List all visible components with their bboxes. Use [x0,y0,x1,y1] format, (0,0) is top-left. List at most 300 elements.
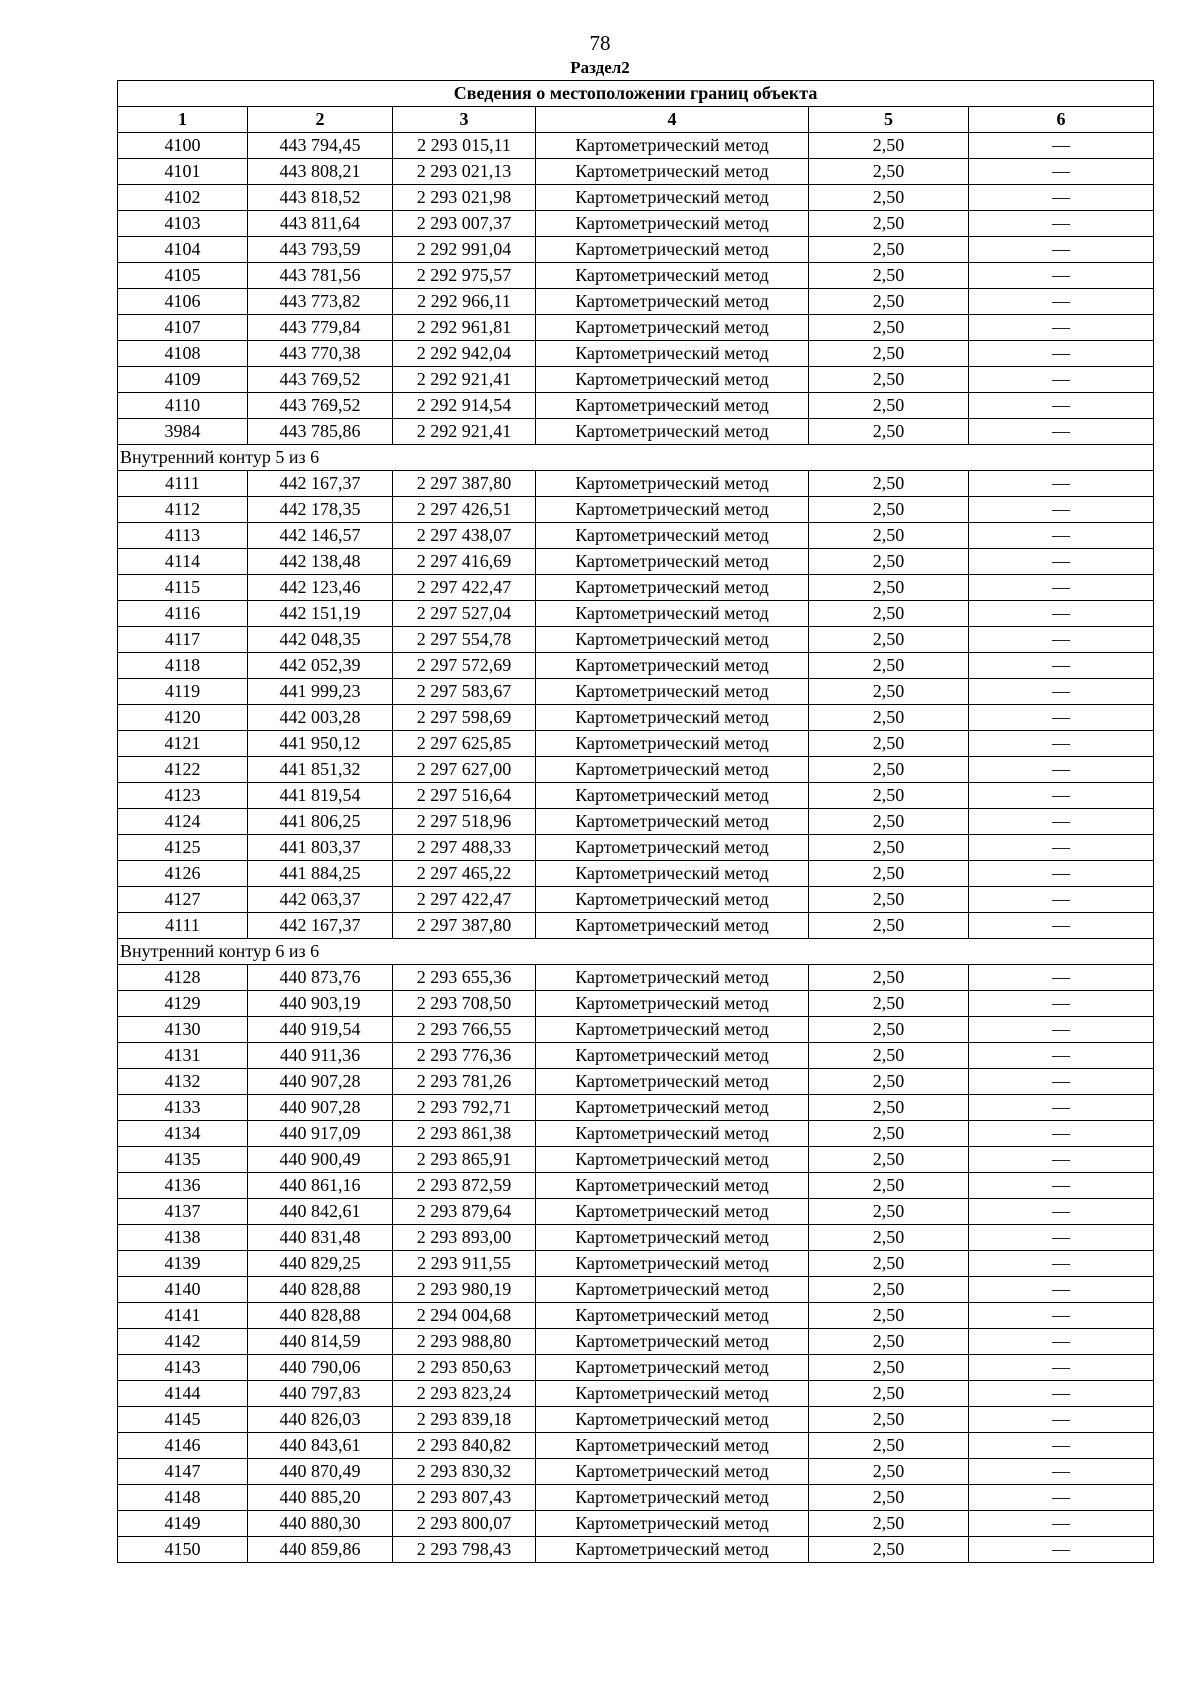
x-coordinate-cell: 440 842,61 [248,1199,393,1225]
method-cell: Картометрический метод [536,1095,809,1121]
point-number-cell: 4121 [118,731,248,757]
contour-label: Внутренний контур 5 из 6 [118,445,1154,471]
x-coordinate-cell: 443 811,64 [248,211,393,237]
x-coordinate-cell: 443 770,38 [248,341,393,367]
point-number-cell: 4128 [118,965,248,991]
method-cell: Картометрический метод [536,1355,809,1381]
y-coordinate-cell: 2 297 416,69 [393,549,536,575]
page-number: 78 [589,31,611,55]
y-coordinate-cell: 2 297 422,47 [393,887,536,913]
accuracy-cell: 2,50 [809,367,969,393]
y-coordinate-cell: 2 293 839,18 [393,1407,536,1433]
table-row [118,1225,1154,1251]
description-cell: — [969,1459,1154,1485]
y-coordinate-cell: 2 293 798,43 [393,1537,536,1563]
y-coordinate-cell: 2 293 800,07 [393,1511,536,1537]
table-row [118,523,1154,549]
description-cell: — [969,1147,1154,1173]
description-cell: — [969,1381,1154,1407]
table-caption-row [118,81,1154,107]
section-title: Раздел2 [570,58,630,77]
method-cell: Картометрический метод [536,575,809,601]
method-cell: Картометрический метод [536,783,809,809]
table-row [118,549,1154,575]
table-row [118,419,1154,445]
method-cell: Картометрический метод [536,1537,809,1563]
description-cell: — [969,1511,1154,1537]
accuracy-cell: 2,50 [809,549,969,575]
y-coordinate-cell: 2 293 823,24 [393,1381,536,1407]
x-coordinate-cell: 441 999,23 [248,679,393,705]
column-header: 6 [969,107,1154,133]
x-coordinate-cell: 442 123,46 [248,575,393,601]
y-coordinate-cell: 2 293 988,80 [393,1329,536,1355]
description-cell: — [969,289,1154,315]
method-cell: Картометрический метод [536,289,809,315]
method-cell: Картометрический метод [536,1147,809,1173]
table-row [118,1199,1154,1225]
point-number-cell: 4137 [118,1199,248,1225]
description-cell: — [969,367,1154,393]
y-coordinate-cell: 2 293 830,32 [393,1459,536,1485]
table-row [118,211,1154,237]
table-row [118,133,1154,159]
description-cell: — [969,1251,1154,1277]
x-coordinate-cell: 440 880,30 [248,1511,393,1537]
point-number-cell: 4124 [118,809,248,835]
x-coordinate-cell: 442 151,19 [248,601,393,627]
point-number-cell: 4132 [118,1069,248,1095]
description-cell: — [969,1017,1154,1043]
point-number-cell: 4130 [118,1017,248,1043]
y-coordinate-cell: 2 293 865,91 [393,1147,536,1173]
description-cell: — [969,133,1154,159]
y-coordinate-cell: 2 297 438,07 [393,523,536,549]
point-number-cell: 4103 [118,211,248,237]
x-coordinate-cell: 440 826,03 [248,1407,393,1433]
x-coordinate-cell: 440 911,36 [248,1043,393,1069]
x-coordinate-cell: 442 167,37 [248,471,393,497]
description-cell: — [969,1277,1154,1303]
method-cell: Картометрический метод [536,133,809,159]
accuracy-cell: 2,50 [809,653,969,679]
description-cell: — [969,1407,1154,1433]
point-number-cell: 4136 [118,1173,248,1199]
point-number-cell: 4111 [118,913,248,939]
description-cell: — [969,835,1154,861]
method-cell: Картометрический метод [536,809,809,835]
table-row [118,1459,1154,1485]
point-number-cell: 4125 [118,835,248,861]
method-cell: Картометрический метод [536,627,809,653]
method-cell: Картометрический метод [536,1017,809,1043]
accuracy-cell: 2,50 [809,731,969,757]
y-coordinate-cell: 2 293 781,26 [393,1069,536,1095]
description-cell: — [969,497,1154,523]
y-coordinate-cell: 2 293 708,50 [393,991,536,1017]
point-number-cell: 4146 [118,1433,248,1459]
point-number-cell: 4127 [118,887,248,913]
column-header: 2 [248,107,393,133]
accuracy-cell: 2,50 [809,341,969,367]
x-coordinate-cell: 440 790,06 [248,1355,393,1381]
point-number-cell: 4147 [118,1459,248,1485]
x-coordinate-cell: 442 052,39 [248,653,393,679]
table-row [118,471,1154,497]
description-cell: — [969,159,1154,185]
table-row [118,783,1154,809]
point-number-cell: 4101 [118,159,248,185]
table-row [118,237,1154,263]
table-row [118,393,1154,419]
method-cell: Картометрический метод [536,471,809,497]
point-number-cell: 3984 [118,419,248,445]
method-cell: Картометрический метод [536,861,809,887]
table-row [118,263,1154,289]
x-coordinate-cell: 442 048,35 [248,627,393,653]
accuracy-cell: 2,50 [809,1433,969,1459]
description-cell: — [969,575,1154,601]
y-coordinate-cell: 2 293 879,64 [393,1199,536,1225]
y-coordinate-cell: 2 293 021,98 [393,185,536,211]
accuracy-cell: 2,50 [809,1277,969,1303]
description-cell: — [969,1433,1154,1459]
method-cell: Картометрический метод [536,1459,809,1485]
y-coordinate-cell: 2 292 921,41 [393,419,536,445]
accuracy-cell: 2,50 [809,1459,969,1485]
table-row [118,1303,1154,1329]
x-coordinate-cell: 441 819,54 [248,783,393,809]
accuracy-cell: 2,50 [809,705,969,731]
point-number-cell: 4140 [118,1277,248,1303]
y-coordinate-cell: 2 293 861,38 [393,1121,536,1147]
point-number-cell: 4109 [118,367,248,393]
method-cell: Картометрический метод [536,835,809,861]
method-cell: Картометрический метод [536,367,809,393]
x-coordinate-cell: 440 828,88 [248,1277,393,1303]
accuracy-cell: 2,50 [809,1121,969,1147]
x-coordinate-cell: 443 773,82 [248,289,393,315]
column-header-row [118,107,1154,133]
x-coordinate-cell: 440 903,19 [248,991,393,1017]
y-coordinate-cell: 2 293 015,11 [393,133,536,159]
accuracy-cell: 2,50 [809,1199,969,1225]
x-coordinate-cell: 443 808,21 [248,159,393,185]
accuracy-cell: 2,50 [809,913,969,939]
x-coordinate-cell: 442 146,57 [248,523,393,549]
accuracy-cell: 2,50 [809,1017,969,1043]
method-cell: Картометрический метод [536,159,809,185]
table-row [118,887,1154,913]
x-coordinate-cell: 440 870,49 [248,1459,393,1485]
accuracy-cell: 2,50 [809,1407,969,1433]
description-cell: — [969,315,1154,341]
column-header: 4 [536,107,809,133]
method-cell: Картометрический метод [536,523,809,549]
description-cell: — [969,1069,1154,1095]
table-body [118,133,1154,1563]
accuracy-cell: 2,50 [809,783,969,809]
y-coordinate-cell: 2 293 792,71 [393,1095,536,1121]
method-cell: Картометрический метод [536,1407,809,1433]
x-coordinate-cell: 443 794,45 [248,133,393,159]
y-coordinate-cell: 2 297 387,80 [393,913,536,939]
y-coordinate-cell: 2 297 488,33 [393,835,536,861]
x-coordinate-cell: 440 907,28 [248,1095,393,1121]
table-row [118,861,1154,887]
accuracy-cell: 2,50 [809,1095,969,1121]
column-header: 3 [393,107,536,133]
x-coordinate-cell: 443 769,52 [248,367,393,393]
description-cell: — [969,263,1154,289]
accuracy-cell: 2,50 [809,965,969,991]
method-cell: Картометрический метод [536,341,809,367]
table-row [118,1537,1154,1563]
y-coordinate-cell: 2 292 914,54 [393,393,536,419]
accuracy-cell: 2,50 [809,1537,969,1563]
point-number-cell: 4105 [118,263,248,289]
description-cell: — [969,731,1154,757]
method-cell: Картометрический метод [536,1381,809,1407]
x-coordinate-cell: 442 003,28 [248,705,393,731]
point-number-cell: 4143 [118,1355,248,1381]
accuracy-cell: 2,50 [809,159,969,185]
y-coordinate-cell: 2 297 516,64 [393,783,536,809]
accuracy-cell: 2,50 [809,679,969,705]
method-cell: Картометрический метод [536,1225,809,1251]
point-number-cell: 4108 [118,341,248,367]
method-cell: Картометрический метод [536,991,809,1017]
table-row [118,913,1154,939]
accuracy-cell: 2,50 [809,575,969,601]
y-coordinate-cell: 2 292 975,57 [393,263,536,289]
accuracy-cell: 2,50 [809,1251,969,1277]
table-row [118,159,1154,185]
method-cell: Картометрический метод [536,1069,809,1095]
point-number-cell: 4116 [118,601,248,627]
method-cell: Картометрический метод [536,679,809,705]
point-number-cell: 4145 [118,1407,248,1433]
accuracy-cell: 2,50 [809,237,969,263]
x-coordinate-cell: 440 900,49 [248,1147,393,1173]
point-number-cell: 4104 [118,237,248,263]
x-coordinate-cell: 442 167,37 [248,913,393,939]
y-coordinate-cell: 2 297 465,22 [393,861,536,887]
point-number-cell: 4110 [118,393,248,419]
accuracy-cell: 2,50 [809,497,969,523]
point-number-cell: 4135 [118,1147,248,1173]
table-row [118,1069,1154,1095]
description-cell: — [969,185,1154,211]
table-row [118,731,1154,757]
method-cell: Картометрический метод [536,419,809,445]
description-cell: — [969,1303,1154,1329]
accuracy-cell: 2,50 [809,289,969,315]
accuracy-cell: 2,50 [809,419,969,445]
accuracy-cell: 2,50 [809,471,969,497]
point-number-cell: 4133 [118,1095,248,1121]
description-cell: — [969,1173,1154,1199]
method-cell: Картометрический метод [536,1329,809,1355]
table-row [118,991,1154,1017]
method-cell: Картометрический метод [536,549,809,575]
y-coordinate-cell: 2 297 583,67 [393,679,536,705]
table-row [118,289,1154,315]
accuracy-cell: 2,50 [809,861,969,887]
description-cell: — [969,601,1154,627]
point-number-cell: 4134 [118,1121,248,1147]
table-row [118,705,1154,731]
x-coordinate-cell: 442 178,35 [248,497,393,523]
description-cell: — [969,1355,1154,1381]
accuracy-cell: 2,50 [809,1173,969,1199]
method-cell: Картометрический метод [536,1043,809,1069]
method-cell: Картометрический метод [536,965,809,991]
description-cell: — [969,861,1154,887]
point-number-cell: 4114 [118,549,248,575]
y-coordinate-cell: 2 297 598,69 [393,705,536,731]
y-coordinate-cell: 2 297 627,00 [393,757,536,783]
point-number-cell: 4113 [118,523,248,549]
point-number-cell: 4149 [118,1511,248,1537]
table-row [118,627,1154,653]
x-coordinate-cell: 440 829,25 [248,1251,393,1277]
point-number-cell: 4120 [118,705,248,731]
table-row [118,1407,1154,1433]
column-header: 5 [809,107,969,133]
table-row [118,757,1154,783]
x-coordinate-cell: 442 063,37 [248,887,393,913]
method-cell: Картометрический метод [536,913,809,939]
point-number-cell: 4144 [118,1381,248,1407]
y-coordinate-cell: 2 293 007,37 [393,211,536,237]
method-cell: Картометрический метод [536,1511,809,1537]
x-coordinate-cell: 440 885,20 [248,1485,393,1511]
table-row [118,497,1154,523]
accuracy-cell: 2,50 [809,133,969,159]
table-caption: Сведения о местоположении границ объекта [118,81,1154,107]
accuracy-cell: 2,50 [809,601,969,627]
method-cell: Картометрический метод [536,1485,809,1511]
accuracy-cell: 2,50 [809,757,969,783]
description-cell: — [969,809,1154,835]
x-coordinate-cell: 441 950,12 [248,731,393,757]
y-coordinate-cell: 2 292 961,81 [393,315,536,341]
accuracy-cell: 2,50 [809,887,969,913]
point-number-cell: 4117 [118,627,248,653]
y-coordinate-cell: 2 293 776,36 [393,1043,536,1069]
boundary-coordinates-table [117,80,1154,1563]
x-coordinate-cell: 440 861,16 [248,1173,393,1199]
description-cell: — [969,627,1154,653]
method-cell: Картометрический метод [536,601,809,627]
x-coordinate-cell: 443 779,84 [248,315,393,341]
x-coordinate-cell: 440 859,86 [248,1537,393,1563]
method-cell: Картометрический метод [536,731,809,757]
method-cell: Картометрический метод [536,1277,809,1303]
y-coordinate-cell: 2 293 021,13 [393,159,536,185]
point-number-cell: 4107 [118,315,248,341]
table-row [118,575,1154,601]
accuracy-cell: 2,50 [809,185,969,211]
method-cell: Картометрический метод [536,185,809,211]
method-cell: Картометрический метод [536,1121,809,1147]
point-number-cell: 4119 [118,679,248,705]
description-cell: — [969,237,1154,263]
description-cell: — [969,1095,1154,1121]
table-row [118,367,1154,393]
description-cell: — [969,887,1154,913]
table-row [118,1017,1154,1043]
method-cell: Картометрический метод [536,1199,809,1225]
description-cell: — [969,1537,1154,1563]
x-coordinate-cell: 440 907,28 [248,1069,393,1095]
table-row [118,1329,1154,1355]
accuracy-cell: 2,50 [809,991,969,1017]
table-row [118,965,1154,991]
description-cell: — [969,783,1154,809]
accuracy-cell: 2,50 [809,263,969,289]
accuracy-cell: 2,50 [809,523,969,549]
accuracy-cell: 2,50 [809,211,969,237]
table-row [118,1381,1154,1407]
description-cell: — [969,1485,1154,1511]
accuracy-cell: 2,50 [809,835,969,861]
accuracy-cell: 2,50 [809,1069,969,1095]
method-cell: Картометрический метод [536,653,809,679]
table-row [118,1355,1154,1381]
point-number-cell: 4112 [118,497,248,523]
y-coordinate-cell: 2 293 807,43 [393,1485,536,1511]
point-number-cell: 4123 [118,783,248,809]
description-cell: — [969,913,1154,939]
description-cell: — [969,1199,1154,1225]
table-row [118,653,1154,679]
method-cell: Картометрический метод [536,237,809,263]
accuracy-cell: 2,50 [809,1355,969,1381]
point-number-cell: 4122 [118,757,248,783]
x-coordinate-cell: 440 814,59 [248,1329,393,1355]
point-number-cell: 4126 [118,861,248,887]
table-row [118,315,1154,341]
x-coordinate-cell: 442 138,48 [248,549,393,575]
method-cell: Картометрический метод [536,315,809,341]
x-coordinate-cell: 443 769,52 [248,393,393,419]
x-coordinate-cell: 440 797,83 [248,1381,393,1407]
y-coordinate-cell: 2 297 625,85 [393,731,536,757]
contour-label: Внутренний контур 6 из 6 [118,939,1154,965]
accuracy-cell: 2,50 [809,1511,969,1537]
method-cell: Картометрический метод [536,497,809,523]
y-coordinate-cell: 2 297 387,80 [393,471,536,497]
y-coordinate-cell: 2 293 893,00 [393,1225,536,1251]
y-coordinate-cell: 2 293 766,55 [393,1017,536,1043]
y-coordinate-cell: 2 293 872,59 [393,1173,536,1199]
x-coordinate-cell: 440 843,61 [248,1433,393,1459]
y-coordinate-cell: 2 292 942,04 [393,341,536,367]
accuracy-cell: 2,50 [809,1043,969,1069]
y-coordinate-cell: 2 297 572,69 [393,653,536,679]
point-number-cell: 4106 [118,289,248,315]
description-cell: — [969,1329,1154,1355]
y-coordinate-cell: 2 293 980,19 [393,1277,536,1303]
contour-header-row [118,939,1154,965]
point-number-cell: 4142 [118,1329,248,1355]
accuracy-cell: 2,50 [809,1225,969,1251]
method-cell: Картометрический метод [536,705,809,731]
table-row [118,679,1154,705]
x-coordinate-cell: 443 793,59 [248,237,393,263]
